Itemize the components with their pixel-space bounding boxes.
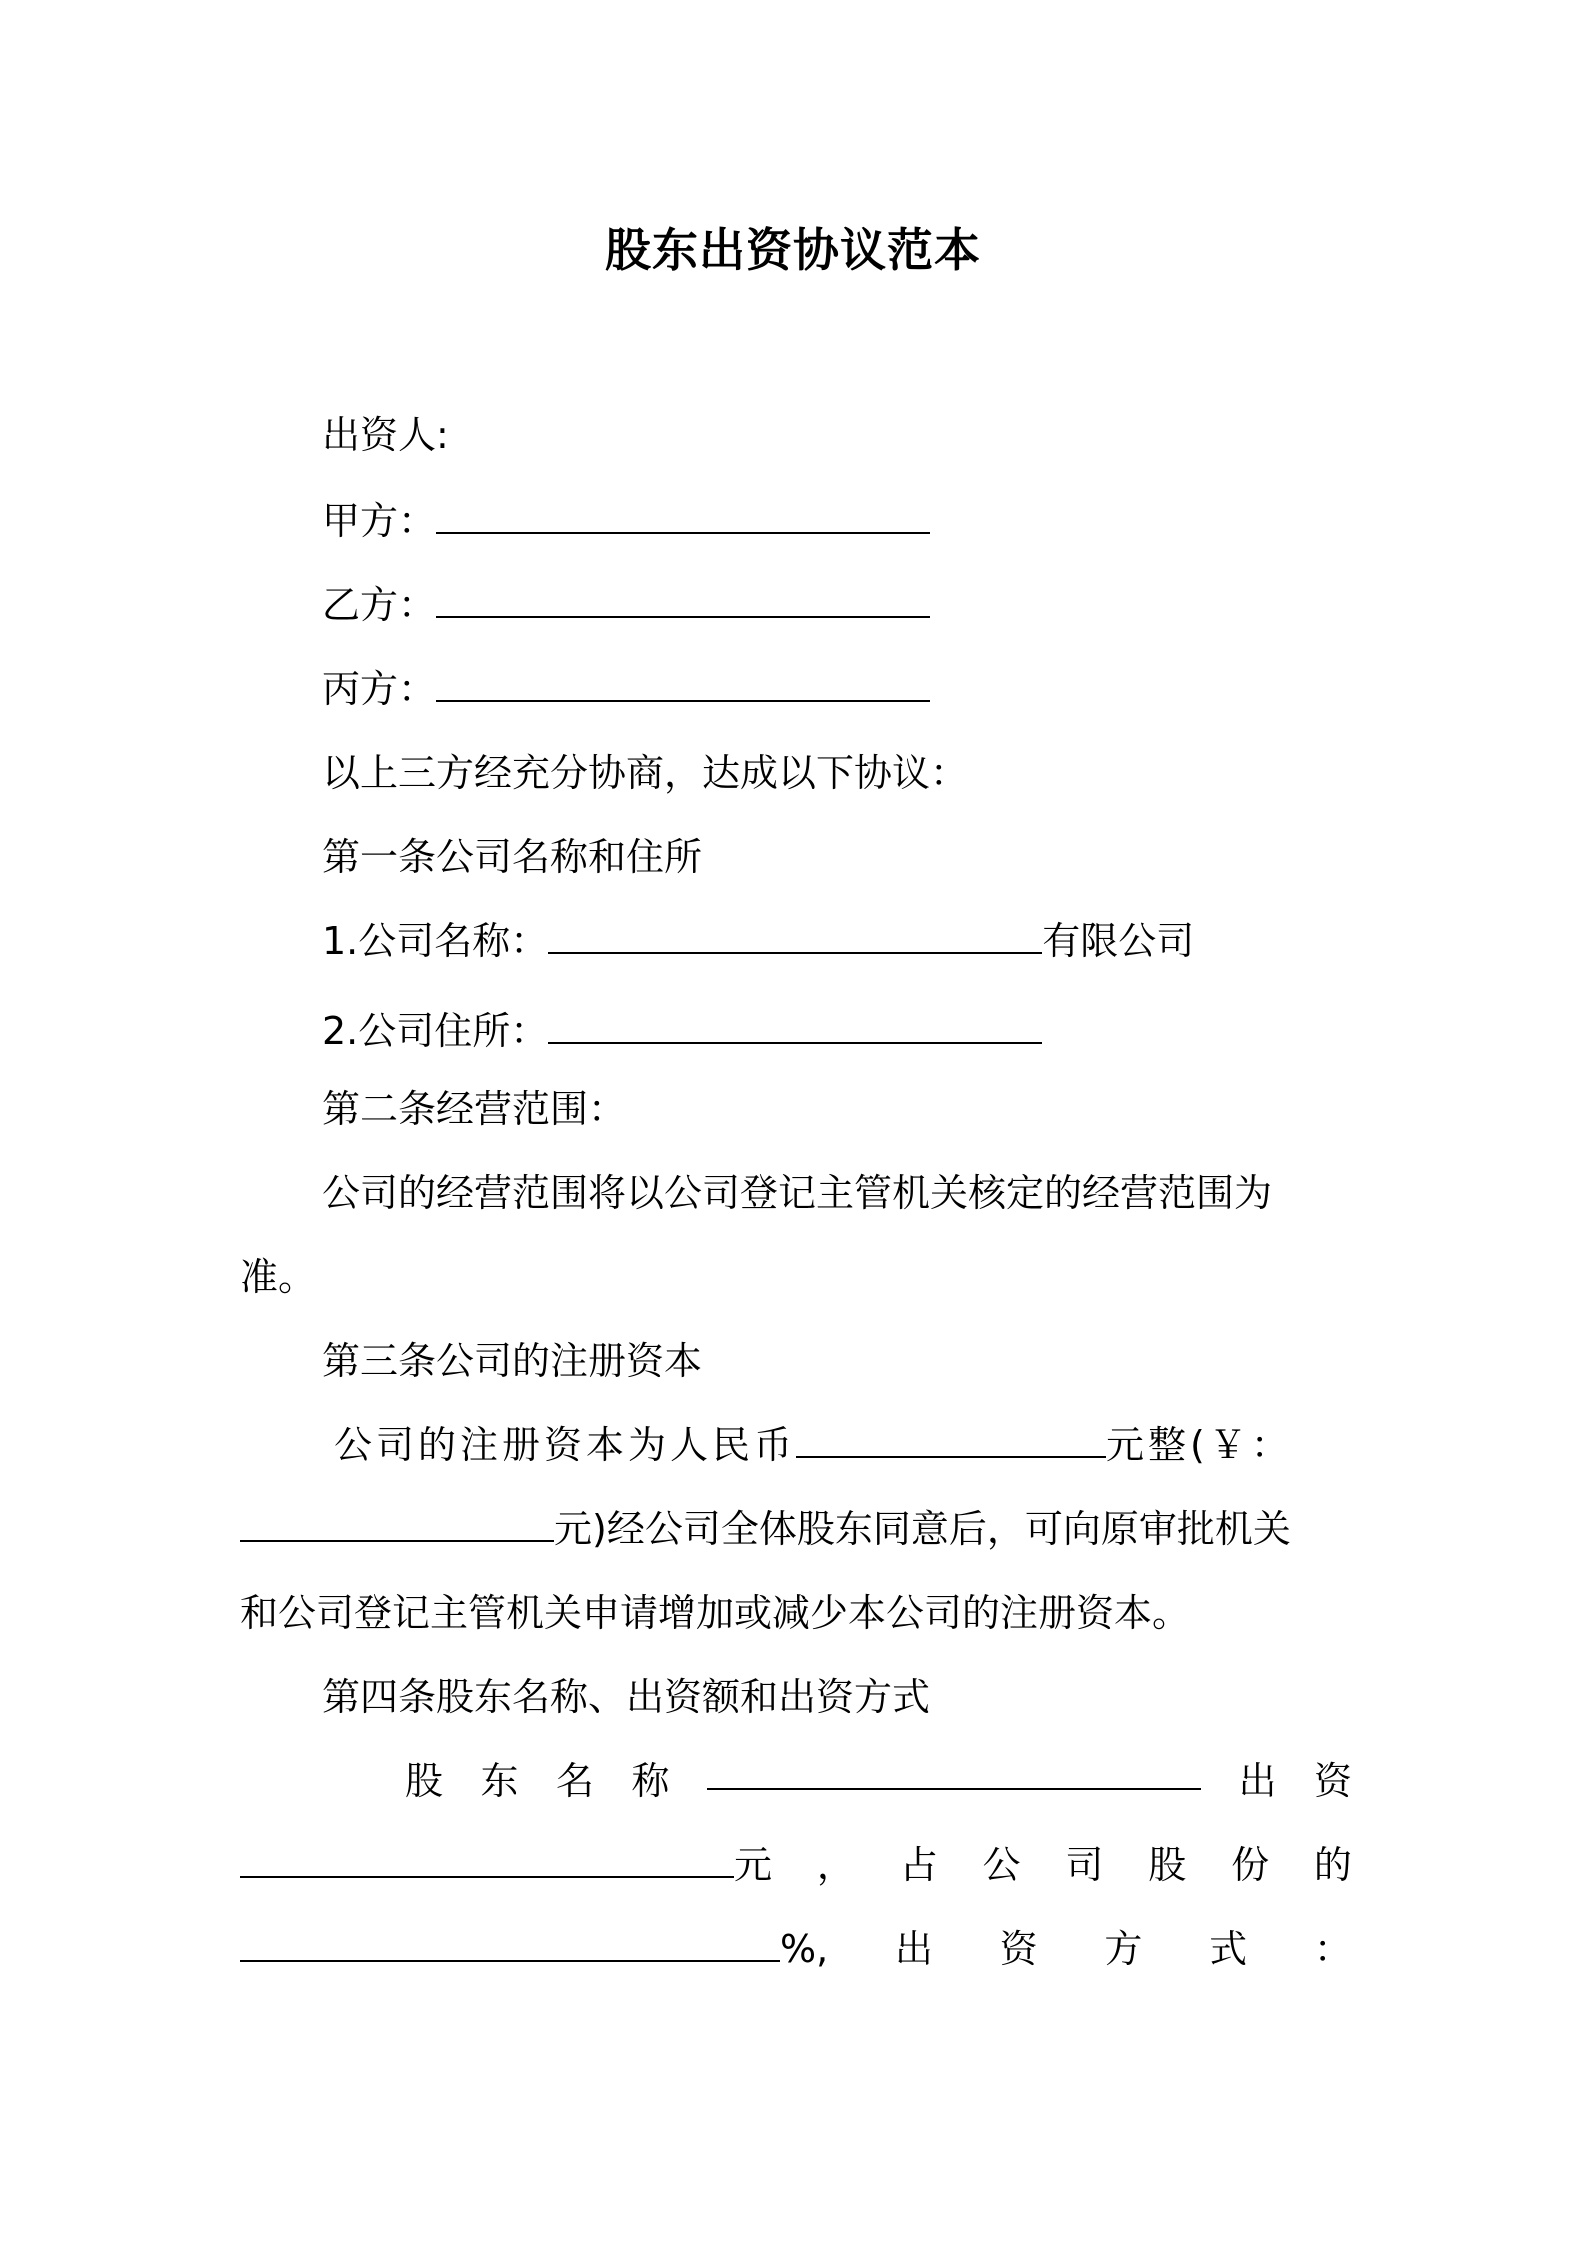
company-name-label: 1.公司名称： bbox=[322, 919, 549, 963]
company-name-suffix: 有限公司 bbox=[1042, 919, 1195, 963]
agreement-intro: 以上三方经充分协商，达成以下协议： bbox=[322, 751, 969, 795]
word: 称 bbox=[631, 1759, 670, 1803]
party-a-blank[interactable] bbox=[436, 498, 930, 534]
registered-capital-blank[interactable] bbox=[796, 1422, 1106, 1458]
article3-heading: 第三条公司的注册资本 bbox=[322, 1339, 703, 1383]
company-address-label: 2.公司住所： bbox=[322, 1009, 549, 1053]
party-c-blank[interactable] bbox=[436, 666, 930, 702]
word: 份 bbox=[1231, 1843, 1270, 1887]
party-b-label: 乙方： bbox=[322, 583, 437, 627]
investors-label: 出资人: bbox=[322, 413, 449, 457]
word: 的 bbox=[1313, 1843, 1352, 1887]
company-name-blank[interactable] bbox=[548, 918, 1042, 954]
contribution-amount-group bbox=[240, 1838, 772, 1892]
party-a-label: 甲方： bbox=[322, 499, 437, 543]
party-a-row bbox=[322, 494, 930, 548]
word: 资 bbox=[1313, 1759, 1352, 1803]
article3-text-line2 bbox=[240, 1502, 1291, 1556]
article3-text-line1 bbox=[334, 1418, 1293, 1472]
word: %, bbox=[780, 1927, 829, 1971]
article2-text-line1: 公司的经营范围将以公司登记主管机关核定的经营范围为 bbox=[322, 1171, 1273, 1215]
word: 股 bbox=[405, 1759, 444, 1803]
word: 资 bbox=[999, 1927, 1038, 1971]
article4-line3 bbox=[240, 1922, 1352, 1976]
word: 占 bbox=[899, 1843, 938, 1887]
company-address-row bbox=[322, 1004, 1042, 1058]
word: 公 bbox=[982, 1843, 1021, 1887]
article2-text-line2: 准。 bbox=[240, 1255, 317, 1299]
share-percentage-group bbox=[240, 1922, 828, 1976]
word: 司 bbox=[1065, 1843, 1104, 1887]
article3-text-part3: 元)经公司全体股东同意后，可向原审批机关 bbox=[554, 1507, 1291, 1551]
article3-text-part1: 公司的注册资本为人民币 bbox=[334, 1423, 797, 1467]
article2-heading: 第二条经营范围： bbox=[322, 1087, 627, 1131]
word: ： bbox=[1313, 1927, 1352, 1971]
word: 方 bbox=[1104, 1927, 1143, 1971]
company-name-row bbox=[322, 914, 1194, 968]
party-b-row bbox=[322, 578, 930, 632]
registered-capital-figure-blank[interactable] bbox=[240, 1506, 554, 1542]
article4-heading: 第四条股东名称、出资额和出资方式 bbox=[322, 1675, 931, 1719]
word: 出 bbox=[1238, 1759, 1277, 1803]
word: 股 bbox=[1148, 1843, 1187, 1887]
word: 式 bbox=[1209, 1927, 1248, 1971]
company-address-blank[interactable] bbox=[548, 1008, 1042, 1044]
article4-line1 bbox=[405, 1754, 1352, 1808]
word: 东 bbox=[480, 1759, 519, 1803]
party-b-blank[interactable] bbox=[436, 582, 930, 618]
word: 元 bbox=[734, 1843, 773, 1887]
document-title: 股东出资协议范本 bbox=[605, 223, 981, 277]
article3-text-part2: 元整(￥： bbox=[1106, 1423, 1293, 1467]
article3-text-line3: 和公司登记主管机关申请增加或减少本公司的注册资本。 bbox=[240, 1591, 1191, 1635]
word: ， bbox=[816, 1843, 855, 1887]
article4-line2 bbox=[240, 1838, 1352, 1892]
word: 出 bbox=[894, 1927, 933, 1971]
party-c-label: 丙方： bbox=[322, 667, 437, 711]
shareholder-name-blank[interactable] bbox=[707, 1754, 1201, 1790]
share-percentage-blank[interactable] bbox=[240, 1926, 780, 1962]
article1-heading: 第一条公司名称和住所 bbox=[322, 835, 703, 879]
party-c-row bbox=[322, 662, 930, 716]
word: 名 bbox=[556, 1759, 595, 1803]
contribution-amount-blank[interactable] bbox=[240, 1842, 734, 1878]
